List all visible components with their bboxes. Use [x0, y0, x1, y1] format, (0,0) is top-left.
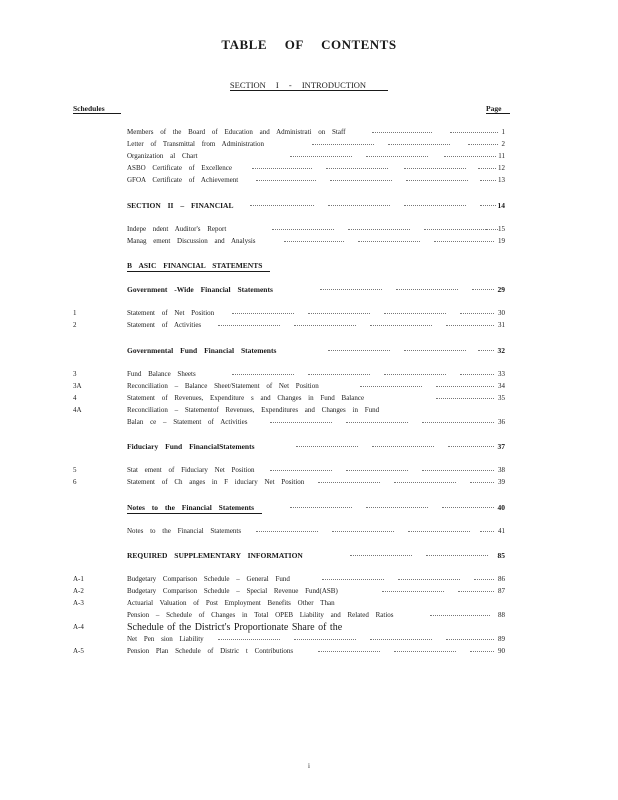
dot-leader	[332, 531, 394, 532]
dot-leader	[436, 398, 494, 399]
entry-title: Members of the Board of Education and Administrati on Staff	[127, 128, 346, 136]
entry-title: ASBO Certificate of Excellence	[127, 164, 232, 172]
dot-leader	[318, 482, 380, 483]
dot-leader	[382, 591, 444, 592]
dot-leader	[474, 579, 494, 580]
dot-leader	[478, 168, 496, 169]
dot-leader	[450, 132, 498, 133]
entry-title: Notes to the Financial Statements	[127, 502, 262, 514]
entry-page-number: 19	[498, 237, 505, 245]
dot-leader	[404, 350, 466, 351]
dot-leader	[256, 180, 316, 181]
entry-page-number: 90	[498, 647, 505, 655]
dot-leader	[384, 313, 446, 314]
toc-section-heading	[0, 200, 618, 211]
entry-title: Letter of Transmittal from Administration	[127, 140, 265, 148]
entry-page-number: 15	[498, 225, 505, 233]
dot-leader	[408, 531, 470, 532]
dot-leader	[372, 446, 434, 447]
toc-row	[0, 646, 618, 657]
dot-leader	[366, 507, 428, 508]
entry-page-number: 13	[498, 176, 505, 184]
schedule-number: 5	[73, 466, 77, 474]
dot-leader	[436, 386, 494, 387]
dot-leader	[308, 313, 370, 314]
dot-leader	[360, 386, 422, 387]
toc-subsection-heading	[0, 345, 618, 356]
dot-leader	[322, 579, 384, 580]
entry-page-number: 86	[498, 575, 505, 583]
toc-section-heading	[0, 550, 618, 561]
dot-leader	[424, 229, 486, 230]
schedule-number: 3	[73, 370, 77, 378]
section-intro-heading	[0, 80, 618, 90]
dot-leader	[446, 639, 494, 640]
schedule-number: 2	[73, 321, 77, 329]
dot-leader	[252, 168, 312, 169]
toc-row	[0, 610, 618, 621]
dot-leader	[430, 615, 490, 616]
entry-page-number: 32	[497, 346, 505, 355]
dot-leader	[328, 205, 390, 206]
toc-row	[0, 308, 618, 319]
toc-row	[0, 417, 618, 428]
dot-leader	[446, 325, 494, 326]
entry-title: SECTION II – FINANCIAL	[127, 201, 234, 210]
dot-leader	[460, 374, 494, 375]
entry-page-number: 88	[498, 611, 505, 619]
dot-leader	[320, 289, 382, 290]
dot-leader	[404, 205, 466, 206]
dot-leader	[346, 470, 408, 471]
entry-title: Organization al Chart	[127, 152, 198, 160]
dot-leader	[486, 229, 498, 230]
dot-leader	[406, 180, 468, 181]
schedules-column-header: Schedules	[73, 104, 121, 114]
entry-title: Fund Balance Sheets	[127, 370, 196, 378]
entry-title: Statement of Revenues, Expenditure s and Changes in Fund Balance	[127, 394, 365, 402]
dot-leader	[312, 144, 374, 145]
toc-section-heading	[0, 502, 618, 513]
entry-title: B ASIC FINANCIAL STATEMENTS	[127, 260, 270, 272]
dot-leader	[218, 639, 280, 640]
toc-row	[0, 127, 618, 138]
entry-title: Notes to the Financial Statements	[127, 527, 242, 535]
schedule-number: A-2	[73, 587, 84, 595]
schedule-number: A-1	[73, 575, 84, 583]
entry-page-number: 39	[498, 478, 505, 486]
dot-leader	[270, 422, 332, 423]
entry-title: Government -Wide Financial Statements	[127, 285, 273, 294]
entry-title: Schedule of the District's Proportionate Share of the	[127, 622, 343, 633]
toc-row	[0, 465, 618, 476]
dot-leader	[460, 313, 494, 314]
entry-title: Manag ement Discussion and Analysis	[127, 237, 256, 245]
dot-leader	[232, 374, 294, 375]
page-number: i	[308, 762, 310, 770]
dot-leader	[458, 591, 494, 592]
entry-title: Pension Plan Schedule of Distric t Contributions	[127, 647, 294, 655]
entry-title: Governmental Fund Financial Statements	[127, 346, 277, 355]
dot-leader	[388, 144, 450, 145]
entry-page-number: 11	[498, 152, 505, 160]
entry-title: Indepe ndent Auditor's Report	[127, 225, 227, 233]
dot-leader	[478, 350, 494, 351]
dot-leader	[370, 325, 432, 326]
entry-page-number: 87	[498, 587, 505, 595]
schedule-number: 1	[73, 309, 77, 317]
toc-row	[0, 634, 618, 645]
dot-leader	[256, 531, 318, 532]
schedule-number: 4	[73, 394, 77, 402]
entry-page-number: 31	[498, 321, 505, 329]
entry-title: REQUIRED SUPPLEMENTARY INFORMATION	[127, 551, 303, 560]
schedule-number: A-3	[73, 599, 84, 607]
dot-leader	[422, 422, 494, 423]
dot-leader	[346, 422, 408, 423]
toc-row	[0, 163, 618, 174]
entry-title: Stat ement of Fiduciary Net Position	[127, 466, 255, 474]
entry-page-number: 35	[498, 394, 505, 402]
entry-page-number: 40	[497, 503, 505, 512]
entry-page-number: 36	[498, 418, 505, 426]
entry-page-number: 2	[501, 140, 505, 148]
dot-leader	[394, 651, 456, 652]
entry-page-number: 30	[498, 309, 505, 317]
toc-row	[0, 369, 618, 380]
entry-page-number: 85	[497, 551, 505, 560]
dot-leader	[394, 482, 456, 483]
entry-title: GFOA Certificate of Achievement	[127, 176, 239, 184]
dot-leader	[318, 651, 380, 652]
dot-leader	[442, 507, 494, 508]
entry-page-number: 12	[498, 164, 505, 172]
page-column-header: Page	[486, 104, 510, 114]
dot-leader	[290, 507, 352, 508]
dot-leader	[448, 446, 494, 447]
dot-leader	[294, 325, 356, 326]
dot-leader	[296, 446, 358, 447]
dot-leader	[350, 555, 412, 556]
dot-leader	[470, 482, 494, 483]
dot-leader	[330, 180, 392, 181]
toc-row	[0, 224, 618, 235]
dot-leader	[270, 470, 332, 471]
toc-row	[0, 598, 618, 609]
entry-title: Pension – Schedule of Changes in Total OPEB Liability and Related Ratios	[127, 611, 394, 619]
schedule-number: 3A	[73, 382, 82, 390]
entry-title: Statement of Activities	[127, 321, 202, 329]
dot-leader	[250, 205, 314, 206]
entry-page-number: 37	[497, 442, 505, 451]
entry-title: Fiduciary Fund FinancialStatements	[127, 442, 255, 451]
entry-title: Reconciliation – Balance Sheet/Statement of Net Position	[127, 382, 319, 390]
toc-subsection-heading	[0, 284, 618, 295]
dot-leader	[218, 325, 280, 326]
toc-section-heading	[0, 260, 618, 271]
entry-page-number: 33	[498, 370, 505, 378]
entry-page-number: 89	[498, 635, 505, 643]
dot-leader	[398, 579, 460, 580]
toc-row	[0, 526, 618, 537]
toc-row	[0, 139, 618, 150]
entry-page-number: 41	[498, 527, 505, 535]
toc-row	[0, 405, 618, 416]
toc-row	[0, 175, 618, 186]
entry-page-number: 14	[497, 201, 505, 210]
entry-page-number: 1	[501, 128, 505, 136]
dot-leader	[366, 156, 428, 157]
toc-row	[0, 574, 618, 585]
schedule-number: A-4	[73, 623, 84, 631]
entry-title: Reconciliation – Statementof Revenues, Expenditures and Changes in Fund	[127, 406, 380, 414]
entry-page-number: 29	[497, 285, 505, 294]
dot-leader	[348, 229, 410, 230]
dot-leader	[480, 531, 494, 532]
dot-leader	[480, 180, 496, 181]
entry-page-number: 34	[498, 382, 505, 390]
dot-leader	[294, 639, 356, 640]
dot-leader	[372, 132, 432, 133]
toc-row	[0, 320, 618, 331]
dot-leader	[232, 313, 294, 314]
toc-subsection-heading	[0, 441, 618, 452]
schedule-number: 4A	[73, 406, 82, 414]
dot-leader	[470, 651, 494, 652]
schedule-number: A-5	[73, 647, 84, 655]
dot-leader	[284, 241, 344, 242]
toc-row	[0, 151, 618, 162]
entry-title: Statement of Net Position	[127, 309, 215, 317]
toc-row	[0, 381, 618, 392]
dot-leader	[358, 241, 420, 242]
dot-leader	[272, 229, 334, 230]
dot-leader	[396, 289, 458, 290]
dot-leader	[384, 374, 446, 375]
dot-leader	[426, 555, 488, 556]
entry-title: Net Pen sion Liability	[127, 635, 204, 643]
dot-leader	[480, 205, 496, 206]
dot-leader	[326, 168, 388, 169]
document-title: TABLE OF CONTENTS	[221, 37, 397, 52]
entry-title: Budgetary Comparison Schedule – Special Revenue Fund(ASB)	[127, 587, 338, 595]
entry-title: Actuarial Valuation of Post Employment Benefits Other Than	[127, 599, 335, 607]
dot-leader	[468, 144, 498, 145]
dot-leader	[308, 374, 370, 375]
entry-title: Balan ce – Statement of Activities	[127, 418, 248, 426]
entry-title: Budgetary Comparison Schedule – General Fund	[127, 575, 290, 583]
entry-page-number: 38	[498, 466, 505, 474]
schedule-number: 6	[73, 478, 77, 486]
dot-leader	[472, 289, 494, 290]
toc-row	[0, 477, 618, 488]
dot-leader	[290, 156, 352, 157]
toc-row	[0, 622, 618, 633]
toc-row	[0, 236, 618, 247]
toc-row	[0, 393, 618, 404]
toc-row	[0, 586, 618, 597]
dot-leader	[328, 350, 390, 351]
entry-title: Statement of Ch anges in F iduciary Net Position	[127, 478, 305, 486]
dot-leader	[422, 470, 494, 471]
dot-leader	[404, 168, 466, 169]
dot-leader	[434, 241, 494, 242]
section-intro-text: SECTION I - INTRODUCTION	[230, 80, 388, 91]
dot-leader	[444, 156, 496, 157]
dot-leader	[370, 639, 432, 640]
